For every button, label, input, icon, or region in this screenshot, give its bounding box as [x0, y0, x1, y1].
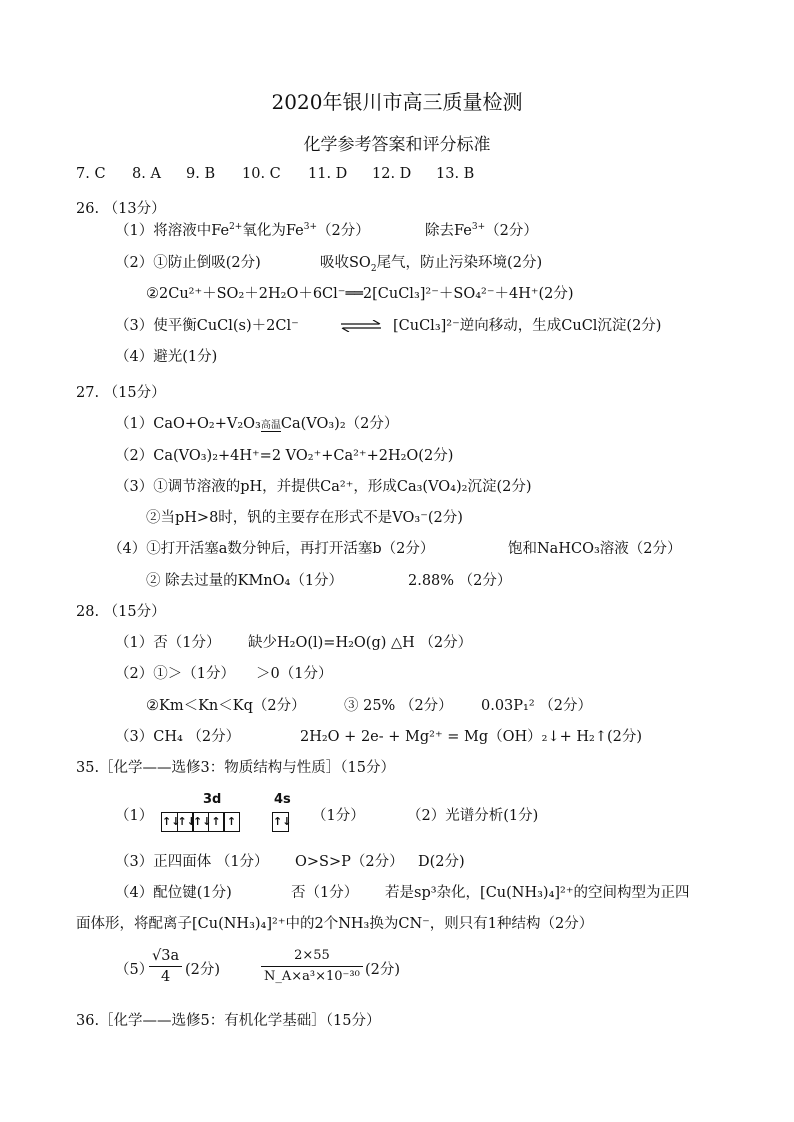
text: 2×55 — [261, 946, 363, 967]
fraction-density — [261, 946, 363, 987]
text: 尾气，防止污染环境(2分) — [376, 255, 543, 271]
text: Ca(VO₃)₂（2分） — [280, 416, 399, 432]
q28-part1 — [115, 633, 715, 653]
mc-answer: 11. D — [308, 166, 348, 182]
mc-answer: 9. B — [186, 166, 216, 182]
text: 缺少H₂O(l)=H₂O(g) △H （2分） — [248, 635, 473, 651]
orbital-3d-boxes — [161, 810, 239, 832]
text: 吸收SO — [320, 255, 371, 271]
mc-answer: 13. B — [436, 166, 475, 182]
q26-part1 — [115, 221, 715, 241]
text: ＞0（1分） — [256, 666, 333, 682]
text: （3）使平衡CuCl(s)＋2Cl⁻ — [115, 318, 299, 334]
orbital-box: ↑ — [223, 812, 240, 832]
orbital-3d-label: 3d — [203, 792, 222, 807]
q35-part1-label: （1） — [115, 808, 154, 824]
text: （2）①防止倒吸(2分) — [115, 255, 261, 271]
mc-answer: 10. C — [242, 166, 281, 182]
mc-answer: 8. A — [132, 166, 161, 182]
text: （1）将溶液中Fe — [115, 223, 230, 239]
q35-part4-cont: 面体形，将配离子[Cu(NH₃)₄]²⁺中的2个NH₃换为CN⁻，则只有1种结构（2分） — [76, 916, 594, 932]
text: 4 — [160, 969, 171, 985]
q26-part2 — [115, 253, 715, 273]
text: （4）①打开活塞a数分钟后，再打开活塞b（2分） — [108, 541, 435, 557]
orbital-box: ↑↓ — [272, 812, 289, 832]
q35-heading: 35.［化学——选修3：物质结构与性质］（15分） — [76, 760, 395, 776]
text: （3）CH₄ （2分） — [115, 729, 241, 745]
q28-part3 — [115, 727, 715, 747]
orbital-box: ↑↓ — [161, 812, 178, 832]
page-subtitle: 化学参考答案和评分标准 — [303, 135, 491, 155]
text: √3a — [149, 946, 182, 967]
text: 饱和NaHCO₃溶液（2分） — [508, 541, 682, 557]
q35-part3 — [115, 852, 715, 872]
q26-heading: 26. （13分） — [76, 201, 166, 217]
text: （1分） — [312, 808, 365, 824]
text: (2分) — [185, 962, 221, 978]
text: （2分） — [317, 223, 370, 239]
text: （5） — [115, 962, 154, 978]
text: 3+ — [303, 222, 317, 233]
q35-part1-score — [312, 806, 612, 826]
text: 否（1分） — [291, 885, 359, 901]
q28-part2a — [115, 664, 715, 684]
mc-answer: 12. D — [372, 166, 412, 182]
text: O>S>P（2分） — [295, 854, 404, 870]
orbital-4s-label: 4s — [274, 792, 291, 807]
text: 2+ — [229, 222, 243, 233]
q36-heading: 36.［化学——选修5：有机化学基础］（15分） — [76, 1013, 381, 1029]
text — [320, 253, 542, 273]
text: D(2分) — [418, 854, 465, 870]
text: （1）CaO+O₂+V₂O₃ — [115, 416, 261, 432]
text: （3）正四面体 （1分） — [115, 854, 269, 870]
condition-label: 高温 — [260, 420, 281, 431]
q27-part4b — [146, 571, 746, 591]
text: 2 — [370, 263, 377, 274]
text: 0.03P₁² （2分） — [481, 698, 593, 714]
text: 2H₂O + 2e- + Mg²⁺ = Mg（OH）₂↓+ H₂↑(2分) — [300, 729, 643, 745]
text: 若是sp³杂化，[Cu(NH₃)₄]²⁺的空间构型为正四 — [385, 885, 690, 901]
text: （1）否（1分） — [115, 635, 221, 651]
orbital-box: ↑↓ — [177, 812, 194, 832]
q28-part2b — [146, 696, 746, 716]
page-title: 2020年银川市高三质量检测 — [271, 90, 523, 114]
q28-heading: 28. （15分） — [76, 604, 166, 620]
mc-answer: 7. C — [76, 166, 106, 182]
q35-part4 — [115, 883, 735, 903]
text — [425, 221, 538, 241]
text: ③ 25% （2分） — [344, 698, 453, 714]
text: 氧化为Fe — [242, 223, 304, 239]
text: （2）光谱分析(1分) — [407, 808, 539, 824]
text: （2）①＞（1分） — [115, 666, 235, 682]
orbital-box: ↑↓ — [192, 812, 209, 832]
fraction-lattice — [149, 946, 182, 987]
text: ②Km＜Kn＜Kq（2分） — [146, 698, 306, 714]
q26-part4: （4）避光(1分) — [115, 349, 218, 365]
q26-equation: ②2Cu²⁺＋SO₂＋2H₂O＋6Cl⁻══2[CuCl₃]²⁻＋SO₄²⁻＋4H⁺(2分) — [146, 286, 574, 302]
q27-part1 — [115, 414, 398, 436]
text: （2分） — [485, 223, 538, 239]
text: （4）配位键(1分) — [115, 885, 232, 901]
text: [CuCl₃]²⁻逆向移动，生成CuCl沉淀(2分) — [393, 318, 662, 334]
q27-part2: （2）Ca(VO₃)₂+4H⁺=2 VO₂⁺+Ca²⁺+2H₂O(2分) — [115, 448, 454, 464]
text: 除去Fe — [425, 223, 472, 239]
q27-part3b: ②当pH>8时，钒的主要存在形式不是VO₃⁻(2分) — [146, 510, 463, 526]
text: 2.88% （2分） — [408, 573, 512, 589]
q27-part4a — [108, 539, 748, 559]
orbital-4s-boxes — [272, 810, 292, 832]
q26-part3 — [115, 316, 735, 336]
text: 3+ — [471, 222, 486, 233]
text: ② 除去过量的KMnO₄（1分） — [146, 573, 344, 589]
text: N_A×a³×10⁻³⁰ — [264, 969, 360, 984]
q27-part3a: （3）①调节溶液的pH，并提供Ca²⁺，形成Ca₃(VO₄)₂沉淀(2分) — [115, 479, 532, 495]
equilibrium-arrow-icon — [339, 320, 383, 332]
q27-heading: 27. （15分） — [76, 385, 166, 401]
orbital-box: ↑ — [208, 812, 225, 832]
text: (2分) — [365, 962, 401, 978]
